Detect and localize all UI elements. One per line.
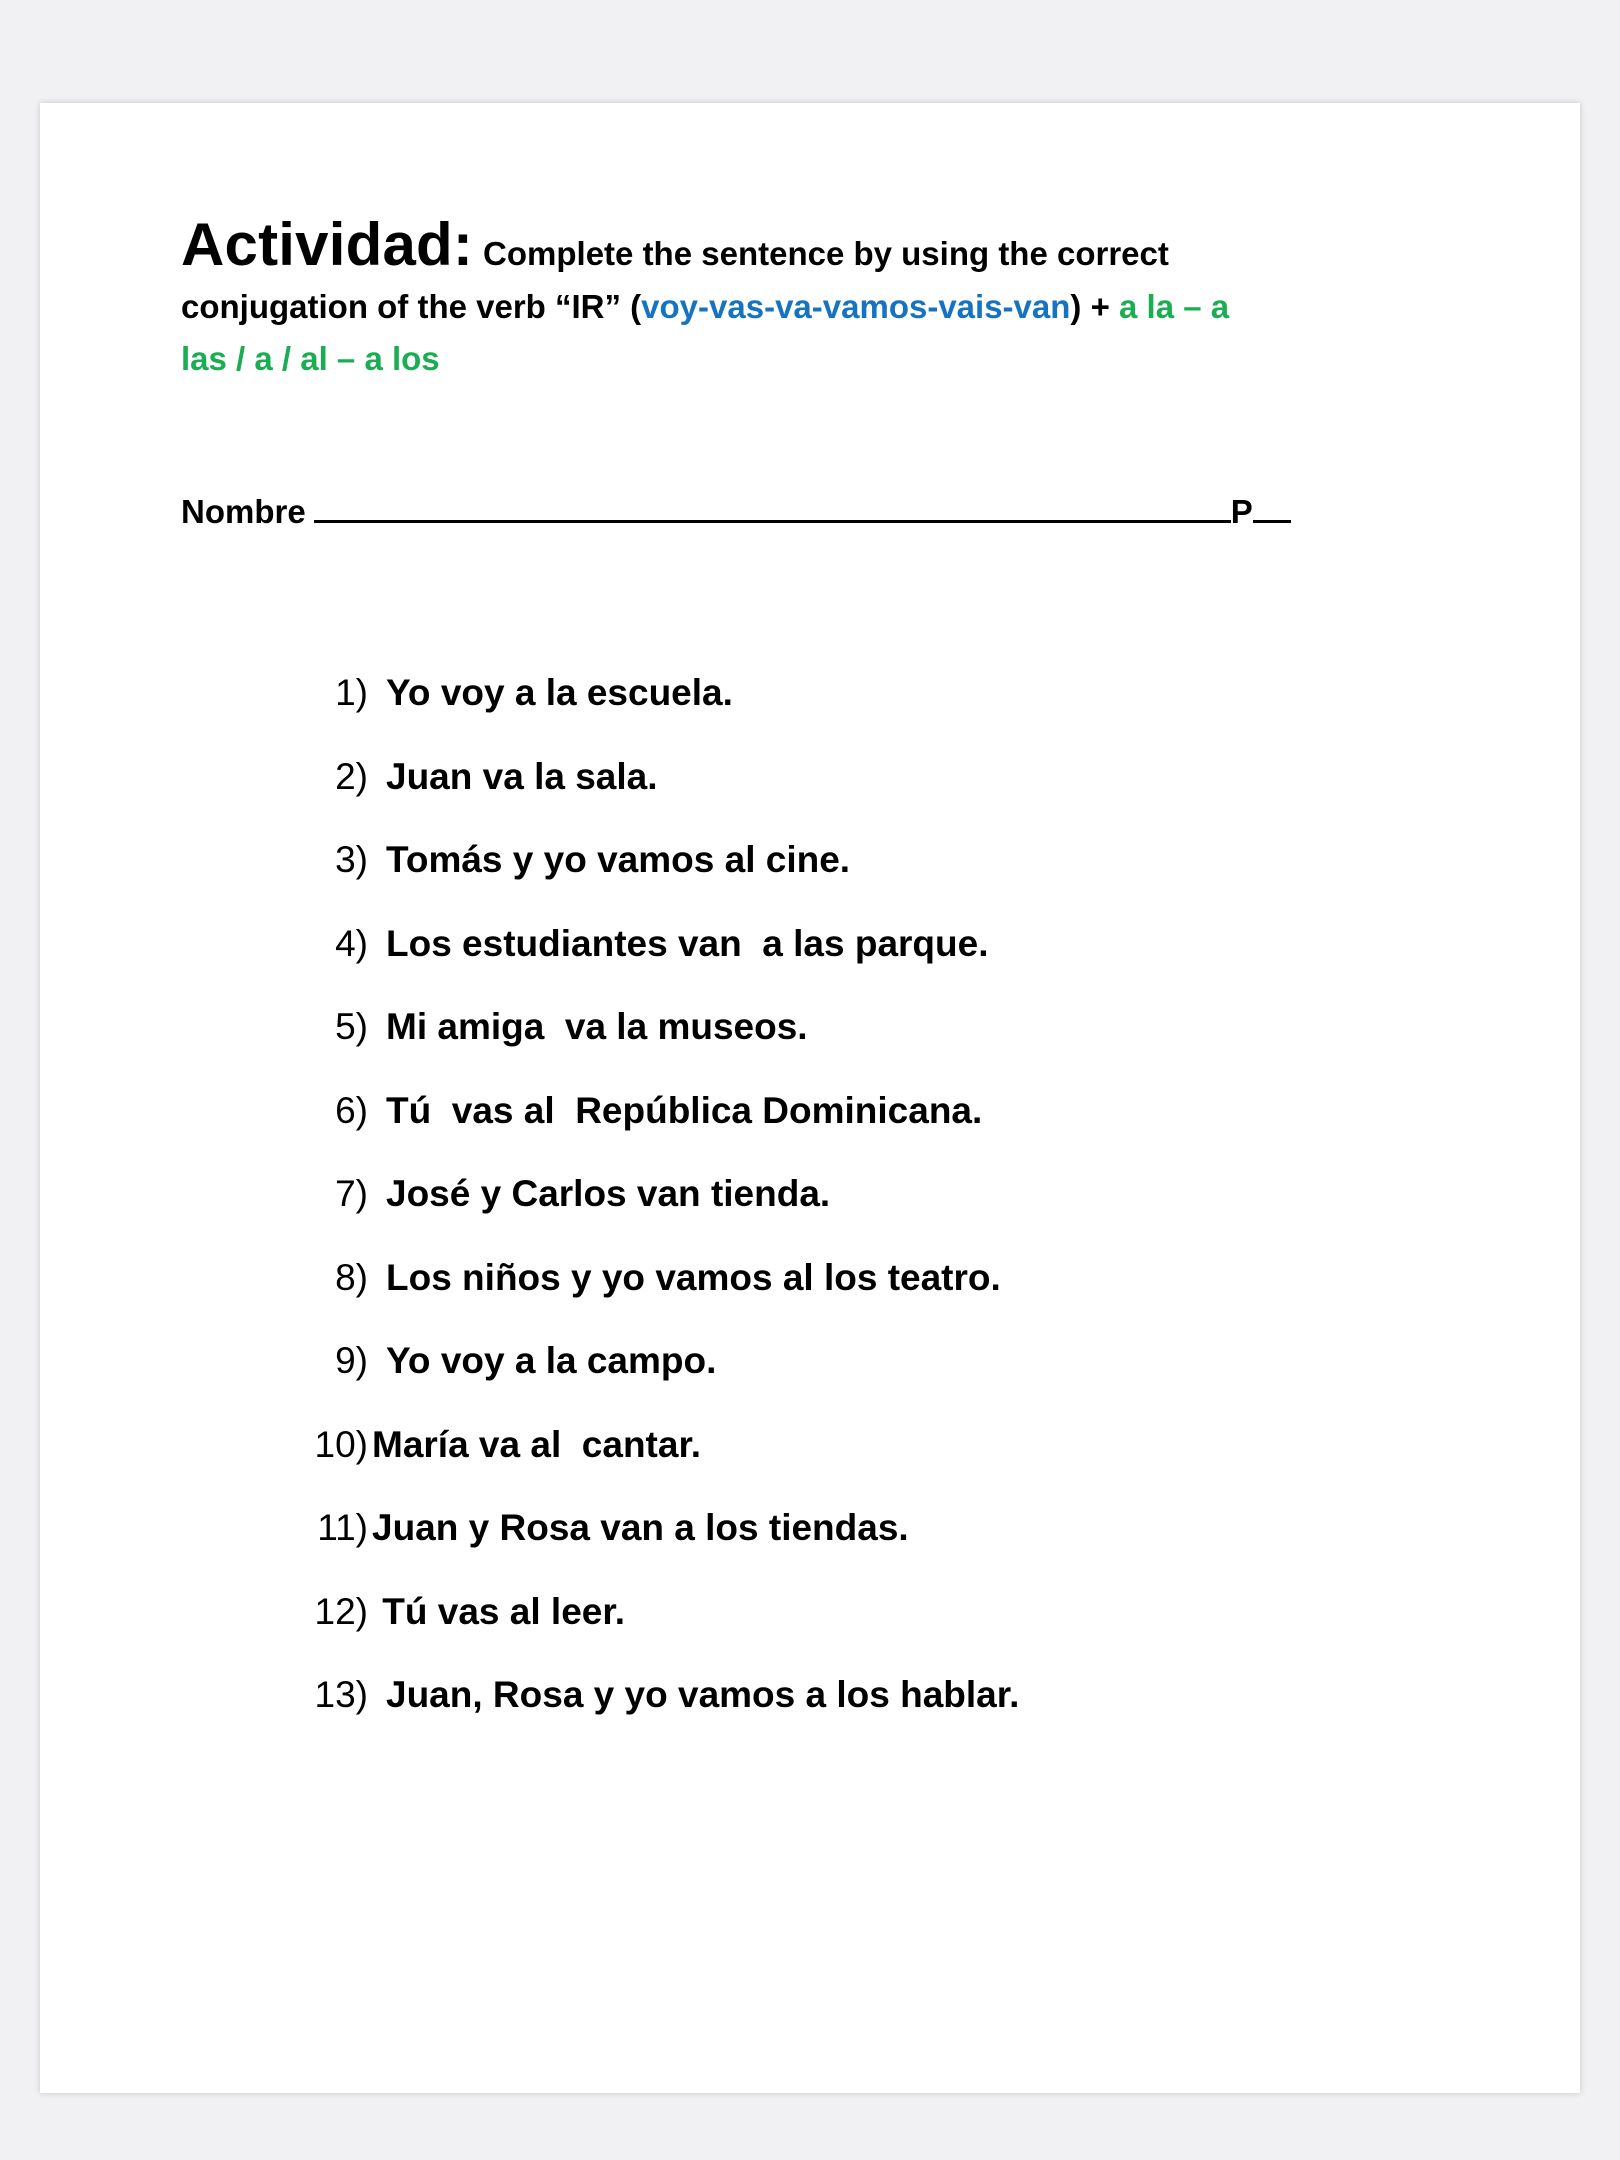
instruction-part-2: conjugation of the verb “IR” ( bbox=[181, 288, 642, 325]
item-sentence: María va al cantar. bbox=[372, 1423, 702, 1465]
list-item bbox=[250, 923, 1019, 1007]
item-number: 5) bbox=[335, 1006, 368, 1047]
list-item bbox=[250, 1674, 1019, 1758]
title-line bbox=[181, 210, 1371, 279]
item-number: 4) bbox=[335, 922, 368, 964]
articles-part-2: las / a / al – a los bbox=[181, 340, 440, 377]
activity-header bbox=[181, 210, 1371, 383]
list-item bbox=[250, 1507, 1019, 1591]
item-sentence: Tomás y yo vamos al cine. bbox=[386, 839, 851, 880]
list-item bbox=[250, 1424, 1019, 1508]
instruction-part-1: Complete the sentence by using the correct bbox=[483, 235, 1169, 272]
activity-title: Actividad: bbox=[181, 211, 474, 278]
item-number: 7) bbox=[335, 1173, 368, 1214]
name-label: Nombre bbox=[181, 493, 306, 530]
item-number: 6) bbox=[335, 1089, 368, 1131]
list-item bbox=[250, 1006, 1019, 1090]
item-sentence: Los niños y yo vamos al los teatro. bbox=[386, 1256, 1001, 1298]
list-item bbox=[250, 756, 1019, 840]
item-number: 11) bbox=[317, 1507, 368, 1548]
item-number: 10) bbox=[314, 1423, 368, 1465]
item-sentence: Los estudiantes van a las parque. bbox=[386, 922, 989, 964]
item-sentence: Tú vas al República Dominicana. bbox=[386, 1089, 983, 1131]
item-sentence: Yo voy a la escuela. bbox=[386, 672, 733, 713]
item-number: 12) bbox=[314, 1590, 368, 1632]
instruction-part-3: ) + bbox=[1070, 288, 1120, 325]
list-item bbox=[250, 1257, 1019, 1341]
item-number: 13) bbox=[314, 1674, 368, 1715]
item-number: 2) bbox=[335, 755, 368, 797]
period-label: P bbox=[1230, 493, 1253, 530]
item-sentence: Juan va la sala. bbox=[386, 755, 658, 797]
item-sentence: José y Carlos van tienda. bbox=[386, 1173, 831, 1214]
item-sentence: Juan, Rosa y yo vamos a los hablar. bbox=[386, 1674, 1020, 1715]
verb-forms: voy-vas-va-vamos-vais-van bbox=[641, 288, 1071, 325]
name-blank[interactable] bbox=[314, 490, 1231, 523]
list-item bbox=[250, 1173, 1019, 1257]
item-sentence: Tú vas al leer. bbox=[372, 1590, 625, 1632]
item-sentence: Juan y Rosa van a los tiendas. bbox=[372, 1507, 909, 1548]
item-number: 3) bbox=[335, 839, 368, 880]
articles-part-1: a la – a bbox=[1119, 288, 1230, 325]
list-item bbox=[250, 839, 1019, 923]
item-number: 1) bbox=[335, 672, 368, 713]
list-item bbox=[250, 1090, 1019, 1174]
item-sentence: Yo voy a la campo. bbox=[386, 1340, 717, 1381]
list-item bbox=[250, 1591, 1019, 1675]
period-blank[interactable] bbox=[1253, 490, 1291, 523]
list-item bbox=[250, 672, 1019, 756]
item-number: 8) bbox=[335, 1256, 368, 1298]
instruction-line-2 bbox=[181, 283, 1371, 331]
item-number: 9) bbox=[335, 1340, 368, 1381]
item-sentence: Mi amiga va la museos. bbox=[386, 1006, 808, 1047]
name-row bbox=[181, 490, 1351, 531]
list-item bbox=[250, 1340, 1019, 1424]
sentence-list bbox=[250, 672, 1019, 1758]
